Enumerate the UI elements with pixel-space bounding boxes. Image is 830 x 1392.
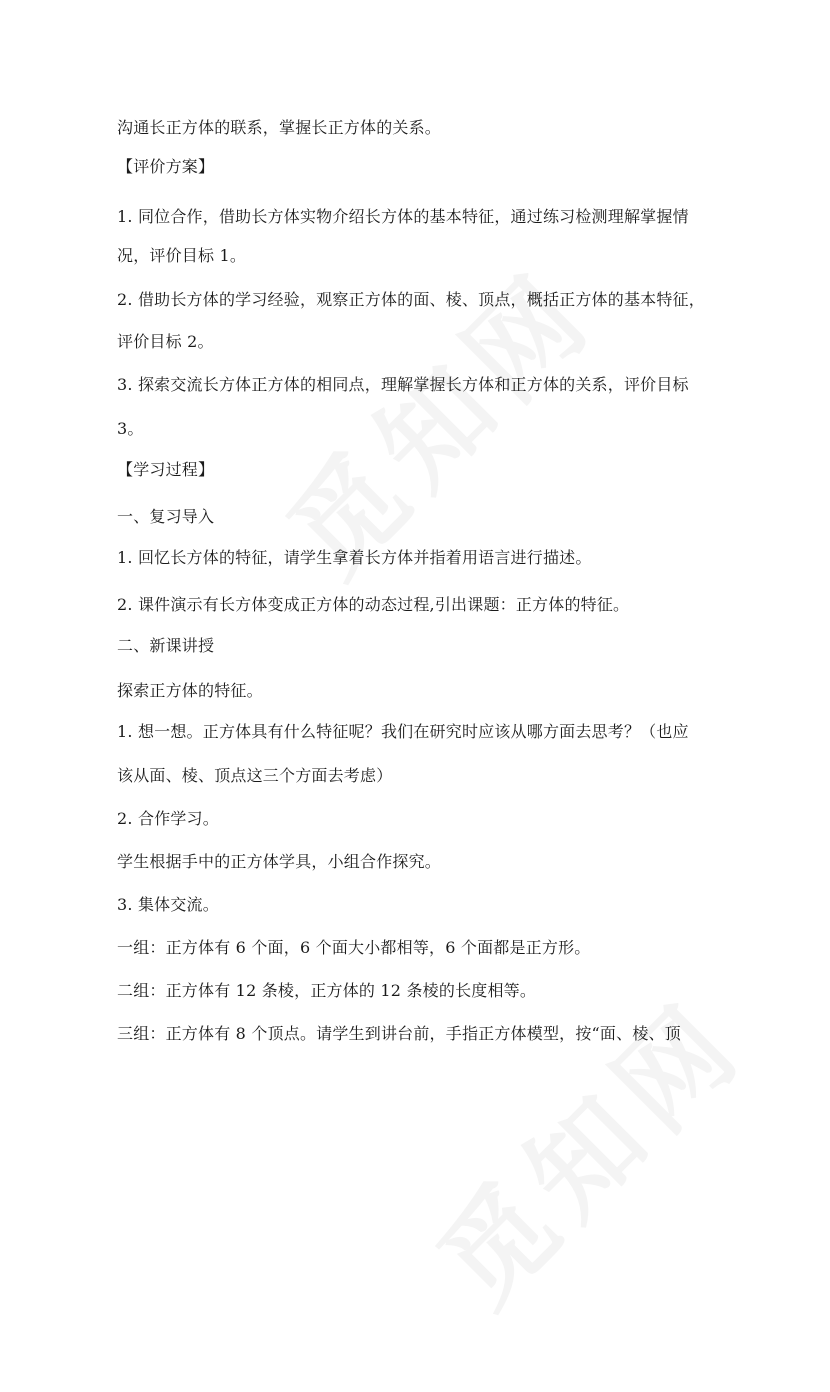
text-line: 况，评价目标 1。 bbox=[117, 246, 247, 265]
text-line: 沟通长正方体的联系，掌握长正方体的关系。 bbox=[117, 118, 442, 137]
text-line: 三组：正方体有 8 个顶点。请学生到讲台前，手指正方体模型，按“面、棱、顶 bbox=[117, 1024, 681, 1043]
subheading-review: 一、复习导入 bbox=[117, 507, 215, 526]
section-heading-process: 【学习过程】 bbox=[117, 460, 215, 479]
text-line: 探索正方体的特征。 bbox=[117, 681, 263, 700]
text-line: 3. 集体交流。 bbox=[117, 895, 219, 914]
text-line: 2. 课件演示有长方体变成正方体的动态过程,引出课题：正方体的特征。 bbox=[117, 595, 630, 614]
text-line: 2. 借助长方体的学习经验，观察正方体的面、棱、顶点，概括正方体的基本特征， bbox=[117, 290, 705, 309]
text-line: 该从面、棱、顶点这三个方面去考虑） bbox=[117, 766, 393, 785]
text-line: 1. 同位合作，借助长方体实物介绍长方体的基本特征，通过练习检测理解掌握情 bbox=[117, 207, 689, 226]
text-line: 3. 探索交流长方体正方体的相同点，理解掌握长方体和正方体的关系，评价目标 bbox=[117, 375, 689, 394]
text-line: 3。 bbox=[117, 419, 144, 438]
text-line: 二组：正方体有 12 条棱，正方体的 12 条棱的长度相等。 bbox=[117, 981, 537, 1000]
section-heading-evaluation: 【评价方案】 bbox=[117, 157, 215, 176]
text-line: 一组：正方体有 6 个面，6 个面大小都相等，6 个面都是正方形。 bbox=[117, 938, 591, 957]
text-line: 2. 合作学习。 bbox=[117, 809, 219, 828]
text-line: 1. 回忆长方体的特征，请学生拿着长方体并指着用语言进行描述。 bbox=[117, 548, 592, 567]
subheading-new-lesson: 二、新课讲授 bbox=[117, 636, 215, 655]
text-line: 评价目标 2。 bbox=[117, 332, 214, 351]
text-line: 1. 想一想。正方体具有什么特征呢？我们在研究时应该从哪方面去思考？（也应 bbox=[117, 722, 689, 741]
text-line: 学生根据手中的正方体学具，小组合作探究。 bbox=[117, 852, 442, 871]
